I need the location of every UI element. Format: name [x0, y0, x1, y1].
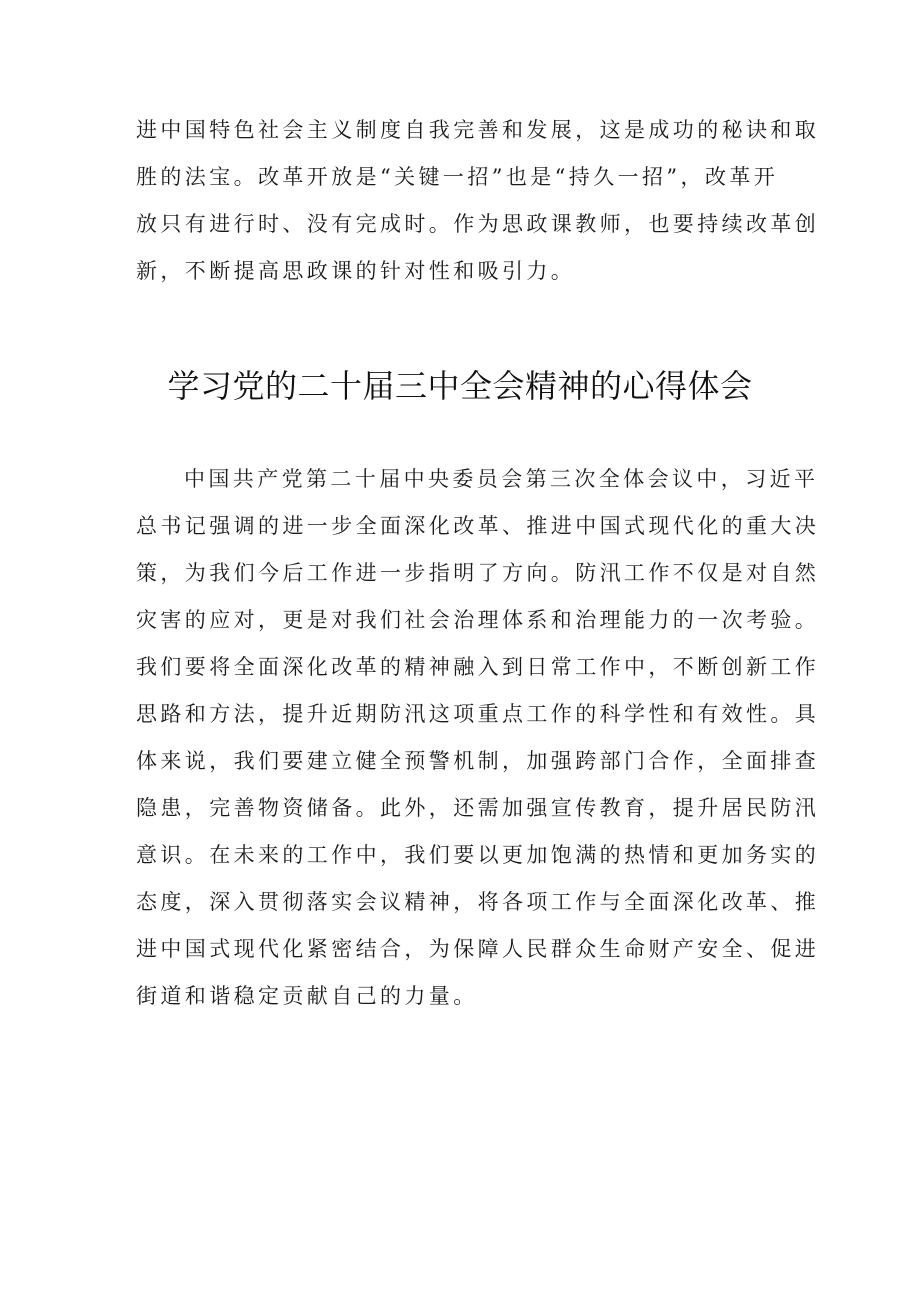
- text-line: 体来说，我们要建立健全预警机制，加强跨部门合作，全面排查: [136, 749, 820, 773]
- text-line: 态度，深入贯彻落实会议精神，将各项工作与全面深化改革、推: [136, 890, 820, 914]
- continuation-paragraph: [136, 107, 820, 295]
- text-line: 中国共产党第二十届中央委员会第三次全体会议中，习近平: [184, 467, 819, 491]
- text-line: 进中国式现代化紧密结合，为保障人民群众生命财产安全、促进: [136, 937, 820, 961]
- text-line: 街道和谐稳定贡献自己的力量。: [136, 984, 478, 1008]
- body-paragraph: [136, 456, 820, 1020]
- text-line: 思路和方法，提升近期防汛这项重点工作的科学性和有效性。具: [136, 702, 820, 726]
- text-line: 总书记强调的进一步全面深化改革、推进中国式现代化的重大决: [136, 514, 820, 538]
- text-line: 放只有进行时、没有完成时。作为思政课教师，也要持续改革创: [136, 212, 820, 236]
- text-line: 进中国特色社会主义制度自我完善和发展，这是成功的秘诀和取: [136, 118, 820, 142]
- text-line: 意识。在未来的工作中，我们要以更加饱满的热情和更加务实的: [136, 843, 820, 867]
- text-line: 策，为我们今后工作进一步指明了方向。防汛工作不仅是对自然: [136, 561, 820, 585]
- text-line: 隐患，完善物资储备。此外，还需加强宣传教育，提升居民防汛: [136, 796, 820, 820]
- text-line: 灾害的应对，更是对我们社会治理体系和治理能力的一次考验。: [136, 608, 820, 632]
- text-line: 我们要将全面深化改革的精神融入到日常工作中，不断创新工作: [136, 655, 820, 679]
- section-heading: 学习党的二十届三中全会精神的心得体会: [167, 367, 753, 405]
- text-line: 胜的法宝。改革开放是“关键一招”也是“持久一招”，改革开: [136, 165, 779, 189]
- text-line: 新，不断提高思政课的针对性和吸引力。: [136, 259, 576, 283]
